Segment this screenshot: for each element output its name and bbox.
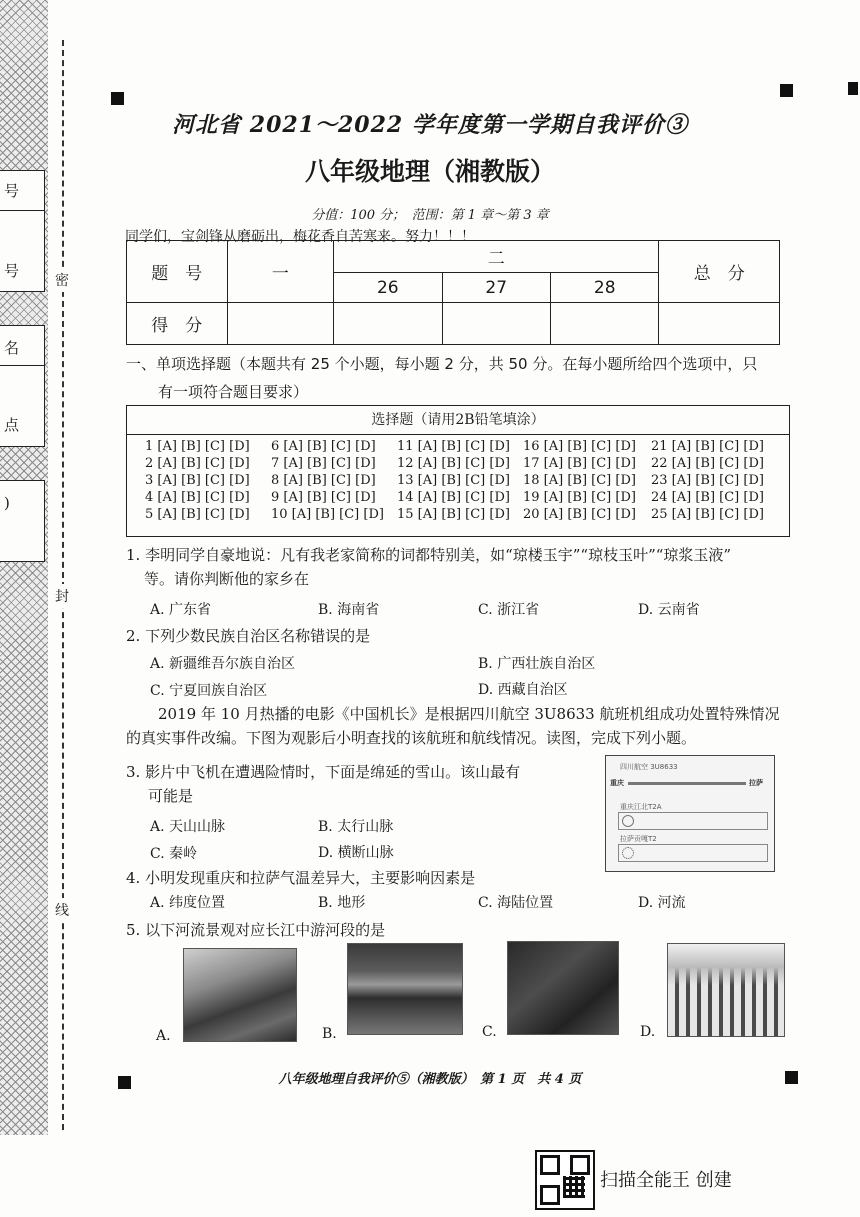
score-header-part1: 一 [227, 241, 333, 303]
q4-option-a[interactable]: A. 纬度位置 [150, 895, 226, 911]
score-cell-part1[interactable] [227, 303, 333, 345]
answer-sheet [126, 405, 790, 537]
q2-option-b[interactable]: B. 广西壮族自治区 [478, 656, 596, 672]
answer-row[interactable]: 5 [A] [B] [C] [D] [145, 507, 250, 522]
q3-option-d[interactable]: D. 横断山脉 [318, 845, 394, 861]
answer-row[interactable]: 3 [A] [B] [C] [D] [145, 473, 250, 488]
question-3 [126, 760, 520, 808]
answer-row[interactable]: 22 [A] [B] [C] [D] [651, 456, 764, 471]
answer-row[interactable]: 23 [A] [B] [C] [D] [651, 473, 764, 488]
flight-card-row1-label: 重庆江北T2A [620, 803, 662, 811]
answer-col-3 [397, 438, 510, 523]
greeting: 同学们，宝剑锋从磨砺出，梅花香自苦寒来。努力！！！ [125, 229, 475, 245]
question-5: 5. 以下河流景观对应长江中游河段的是 [126, 921, 386, 939]
section1-heading [126, 350, 796, 406]
cloud-icon [622, 815, 634, 827]
registration-mark-edge-top [848, 82, 858, 95]
passage-line1: 2019 年 10 月热播的电影《中国机长》是根据四川航空 3U8633 航班机组成功处置特殊情况 [158, 705, 780, 723]
question-1 [126, 543, 806, 591]
answer-row[interactable]: 9 [A] [B] [C] [D] [271, 490, 376, 505]
answer-row[interactable]: 12 [A] [B] [C] [D] [397, 456, 510, 471]
answer-row[interactable]: 19 [A] [B] [C] [D] [523, 490, 636, 505]
answer-row[interactable]: 6 [A] [B] [C] [D] [271, 439, 376, 454]
answer-col-2 [271, 438, 384, 523]
score-cell-total[interactable] [659, 303, 780, 345]
score-cell-q26[interactable] [334, 303, 442, 345]
section1-line2: 有一项符合题目要求） [158, 383, 309, 401]
exam-meta: 分值：100 分； 范围：第 1 章～第 3 章 [311, 208, 549, 223]
side-label-3: 名 [4, 339, 20, 357]
q4-option-d[interactable]: D. 河流 [638, 895, 686, 911]
answer-row[interactable]: 24 [A] [B] [C] [D] [651, 490, 764, 505]
question-1-stem-line1: 1. 李明同学自豪地说：凡有我老家简称的词都特别美，如“琼楼玉宇”“琼枝玉叶”“琼浆玉液” [126, 546, 732, 564]
exam-subtitle: 八年级地理（湘教版） [304, 157, 555, 186]
flight-card-route-bar [628, 782, 746, 785]
side-label-5: ) [4, 494, 10, 512]
question-4: 4. 小明发现重庆和拉萨气温差异大，主要影响因素是 [126, 869, 476, 887]
q1-option-a[interactable]: A. 广东省 [150, 602, 212, 618]
section1-line1: 一、单项选择题（本题共有 25 个小题，每小题 2 分，共 50 分。在每小题所给四个选项中，只 [126, 355, 758, 373]
q5-option-c-label[interactable]: C. [482, 1024, 497, 1040]
qr-modules [563, 1176, 585, 1198]
answer-row[interactable]: 16 [A] [B] [C] [D] [523, 439, 636, 454]
flight-card-title: 四川航空 3U8633 [620, 763, 678, 771]
score-row-label: 得 分 [127, 303, 228, 345]
scanner-watermark: 扫描全能王 创建 [600, 1170, 732, 1191]
answer-row[interactable]: 14 [A] [B] [C] [D] [397, 490, 510, 505]
q5-image-b-city-river[interactable] [347, 943, 463, 1035]
score-header-part2: 二 [334, 241, 659, 273]
side-label-1: 号 [4, 182, 20, 200]
flight-card-row2-box [618, 844, 768, 862]
question-3-stem-line1: 3. 影片中飞机在遭遇险情时，下面是绵延的雪山。该山最有 [126, 763, 521, 781]
answer-row[interactable]: 2 [A] [B] [C] [D] [145, 456, 250, 471]
seal-char-feng: 封 [55, 584, 69, 608]
passage [126, 702, 816, 750]
score-table [126, 240, 780, 345]
answer-row[interactable]: 7 [A] [B] [C] [D] [271, 456, 376, 471]
side-label-2: 号 [4, 262, 20, 280]
q4-option-c[interactable]: C. 海陆位置 [478, 895, 554, 911]
answer-row[interactable]: 18 [A] [B] [C] [D] [523, 473, 636, 488]
question-3-stem-line2: 可能是 [148, 787, 194, 805]
answer-row[interactable]: 20 [A] [B] [C] [D] [523, 507, 636, 522]
sun-icon [622, 847, 634, 859]
q2-option-a[interactable]: A. 新疆维吾尔族自治区 [150, 656, 296, 672]
q3-option-a[interactable]: A. 天山山脉 [150, 819, 226, 835]
flight-card-from: 重庆 [610, 779, 624, 787]
qr-finder-tr [570, 1155, 590, 1175]
question-1-stem-line2: 等。请你判断他的家乡在 [144, 570, 310, 588]
q3-option-c[interactable]: C. 秦岭 [150, 846, 198, 862]
score-header-q26: 26 [334, 273, 442, 303]
answer-row[interactable]: 11 [A] [B] [C] [D] [397, 439, 510, 454]
qr-finder-tl [540, 1155, 560, 1175]
answer-row[interactable]: 25 [A] [B] [C] [D] [651, 507, 764, 522]
answer-row[interactable]: 15 [A] [B] [C] [D] [397, 507, 510, 522]
q1-option-b[interactable]: B. 海南省 [318, 602, 380, 618]
q5-option-d-label[interactable]: D. [640, 1024, 656, 1040]
score-header-q27: 27 [442, 273, 550, 303]
qr-code [535, 1150, 595, 1210]
q4-option-b[interactable]: B. 地形 [318, 895, 366, 911]
registration-mark-top-left [111, 92, 124, 105]
answer-col-1 [145, 438, 250, 523]
answer-row[interactable]: 17 [A] [B] [C] [D] [523, 456, 636, 471]
q5-option-b-label[interactable]: B. [322, 1026, 337, 1042]
answer-row[interactable]: 1 [A] [B] [C] [D] [145, 439, 250, 454]
score-cell-q28[interactable] [550, 303, 658, 345]
flight-card-row2-label: 拉萨贡嘎T2 [620, 835, 657, 843]
info-box-class [0, 480, 45, 562]
q2-option-d[interactable]: D. 西藏自治区 [478, 682, 568, 698]
flight-card-row1-box [618, 812, 768, 830]
answer-col-4 [523, 438, 636, 523]
q5-image-a-valley-river[interactable] [183, 948, 297, 1042]
score-header-q28: 28 [550, 273, 658, 303]
flight-info-card [605, 755, 775, 872]
page-footer: 八年级地理自我评价⑤（湘教版） 第 1 页 共 4 页 [278, 1072, 582, 1087]
answer-sheet-header: 选择题（请用2B铅笔填涂） [127, 406, 789, 435]
score-header-label: 题 号 [127, 241, 228, 303]
answer-row[interactable]: 21 [A] [B] [C] [D] [651, 439, 764, 454]
qr-finder-bl [540, 1185, 560, 1205]
score-cell-q27[interactable] [442, 303, 550, 345]
q1-option-c[interactable]: C. 浙江省 [478, 602, 540, 618]
question-2: 2. 下列少数民族自治区名称错误的是 [126, 627, 371, 645]
answer-row[interactable]: 8 [A] [B] [C] [D] [271, 473, 376, 488]
answer-row[interactable]: 13 [A] [B] [C] [D] [397, 473, 510, 488]
exam-title: 河北省 2021～2022 学年度第一学期自我评价③ [172, 112, 688, 138]
q2-option-c[interactable]: C. 宁夏回族自治区 [150, 683, 268, 699]
q5-image-c-gorge[interactable] [507, 941, 619, 1035]
answer-col-5 [651, 438, 764, 523]
score-header-total: 总 分 [659, 241, 780, 303]
seal-char-xian: 线 [55, 898, 69, 922]
q3-option-b[interactable]: B. 太行山脉 [318, 819, 394, 835]
q1-option-d[interactable]: D. 云南省 [638, 602, 700, 618]
seal-char-mi: 密 [55, 268, 69, 292]
q5-option-a-label[interactable]: A. [156, 1028, 171, 1044]
answer-row[interactable]: 4 [A] [B] [C] [D] [145, 490, 250, 505]
flight-card-to: 拉萨 [749, 779, 763, 787]
registration-mark-top-right [780, 84, 793, 97]
q5-image-d-waterfall[interactable] [667, 943, 785, 1037]
side-label-4: 点 [4, 416, 20, 434]
passage-line2: 的真实事件改编。下图为观影后小明查找的该航班和航线情况。读图，完成下列小题。 [126, 729, 697, 747]
answer-row[interactable]: 10 [A] [B] [C] [D] [271, 507, 384, 522]
